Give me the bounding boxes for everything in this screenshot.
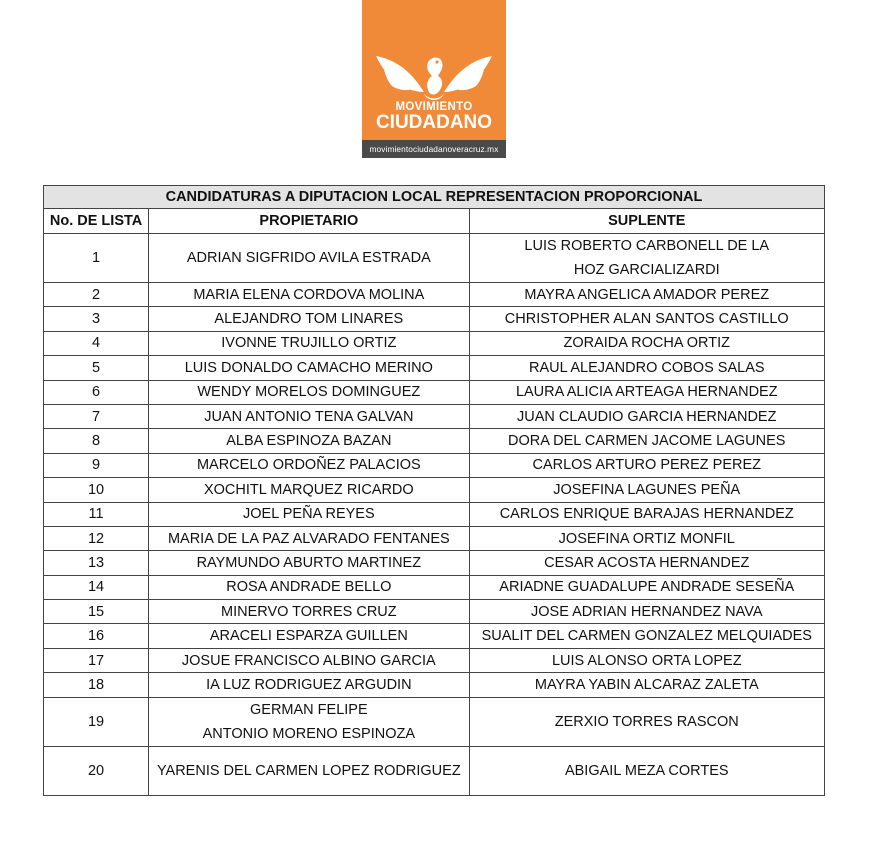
candidates-table: [43, 185, 825, 796]
cell-propietario: [149, 575, 469, 599]
table-row: [44, 600, 825, 624]
cell-no-lista: 11: [44, 502, 149, 526]
cell-propietario: [149, 697, 469, 746]
cell-no-lista: 12: [44, 526, 149, 550]
table-row: [44, 502, 825, 526]
cell-suplente: [469, 526, 824, 550]
table-row: [44, 526, 825, 550]
cell-propietario: [149, 234, 469, 283]
suplente-name-line: RAUL ALEJANDRO COBOS SALAS: [528, 359, 765, 376]
suplente-name-line: CARLOS ENRIQUE BARAJAS HERNANDEZ: [499, 506, 794, 523]
eagle-icon: [374, 48, 494, 106]
cell-no-lista: 8: [44, 429, 149, 453]
cell-no-lista: 6: [44, 380, 149, 404]
cell-suplente: [469, 746, 824, 795]
cell-suplente: [469, 331, 824, 355]
suplente-name-line: LAURA ALICIA ARTEAGA HERNANDEZ: [515, 384, 778, 401]
propietario-name-line: ROSA ANDRADE BELLO: [226, 579, 392, 596]
table-row: [44, 307, 825, 331]
cell-suplente: [469, 624, 824, 648]
cell-no-lista: 3: [44, 307, 149, 331]
cell-no-lista: 14: [44, 575, 149, 599]
suplente-name-line: SUALIT DEL CARMEN GONZALEZ MELQUIADES: [481, 628, 812, 645]
suplente-name-line: JOSEFINA ORTIZ MONFIL: [558, 530, 735, 547]
propietario-name-line: MARCELO ORDOÑEZ PALACIOS: [196, 457, 421, 474]
table-row: [44, 624, 825, 648]
propietario-name-line: JUAN ANTONIO TENA GALVAN: [204, 408, 414, 425]
cell-propietario: [149, 551, 469, 575]
table-row: [44, 575, 825, 599]
table-body: [44, 234, 825, 796]
propietario-name-line: WENDY MORELOS DOMINGUEZ: [197, 384, 421, 401]
cell-propietario: [149, 673, 469, 697]
table-row: [44, 356, 825, 380]
propietario-name-line: ADRIAN SIGFRIDO AVILA ESTRADA: [186, 250, 431, 266]
propietario-name-line: IVONNE TRUJILLO ORTIZ: [221, 335, 397, 352]
cell-suplente: [469, 404, 824, 428]
cell-no-lista: 17: [44, 648, 149, 672]
propietario-name-line: ALEJANDRO TOM LINARES: [214, 311, 404, 328]
cell-no-lista: 18: [44, 673, 149, 697]
cell-suplente: [469, 380, 824, 404]
table-row: [44, 697, 825, 746]
table-row: [44, 746, 825, 795]
cell-no-lista: 4: [44, 331, 149, 355]
cell-propietario: [149, 283, 469, 307]
propietario-name-line: MINERVO TORRES CRUZ: [221, 603, 397, 620]
cell-propietario: [149, 624, 469, 648]
suplente-name-line: ARIADNE GUADALUPE ANDRADE SESEÑA: [499, 579, 795, 596]
table-row: [44, 478, 825, 502]
cell-propietario: [149, 600, 469, 624]
propietario-name-line: RAYMUNDO ABURTO MARTINEZ: [196, 554, 422, 571]
cell-suplente: [469, 453, 824, 477]
suplente-name-line: HOZ GARCIALIZARDI: [573, 262, 720, 278]
cell-suplente: [469, 502, 824, 526]
cell-propietario: [149, 307, 469, 331]
table-title: CANDIDATURAS A DIPUTACION LOCAL REPRESENTACION PROPORCIONAL: [44, 186, 825, 209]
cell-no-lista: 13: [44, 551, 149, 575]
cell-propietario: [149, 502, 469, 526]
suplente-name-line: ZERXIO TORRES RASCON: [554, 713, 739, 730]
suplente-name-line: CARLOS ARTURO PEREZ PEREZ: [532, 457, 762, 474]
cell-suplente: [469, 697, 824, 746]
suplente-name-line: ZORAIDA ROCHA ORTIZ: [563, 335, 731, 352]
cell-no-lista: 10: [44, 478, 149, 502]
propietario-name-line: IA LUZ RODRIGUEZ ARGUDIN: [206, 676, 412, 693]
cell-suplente: [469, 478, 824, 502]
cell-propietario: [149, 356, 469, 380]
cell-no-lista: 1: [44, 234, 149, 283]
cell-no-lista: 2: [44, 283, 149, 307]
cell-propietario: [149, 478, 469, 502]
propietario-name-line: LUIS DONALDO CAMACHO MERINO: [184, 359, 433, 376]
propietario-name-line: JOEL PEÑA REYES: [243, 506, 375, 523]
table-row: [44, 404, 825, 428]
cell-suplente: [469, 356, 824, 380]
table-row: [44, 331, 825, 355]
cell-propietario: [149, 404, 469, 428]
logo-text-ciudadano: CIUDADANO: [375, 112, 493, 133]
cell-suplente: [469, 429, 824, 453]
suplente-name-line: LUIS ROBERTO CARBONELL DE LA: [524, 238, 770, 254]
propietario-name-line: XOCHITL MARQUEZ RICARDO: [203, 481, 414, 498]
suplente-name-line: JOSEFINA LAGUNES PEÑA: [553, 481, 741, 498]
table-row: [44, 234, 825, 283]
suplente-name-line: JOSE ADRIAN HERNANDEZ NAVA: [531, 603, 763, 620]
cell-propietario: [149, 380, 469, 404]
header-suplente: SUPLENTE: [469, 209, 824, 234]
cell-suplente: [469, 575, 824, 599]
suplente-name-line: JUAN CLAUDIO GARCIA HERNANDEZ: [517, 408, 777, 425]
cell-no-lista: 15: [44, 600, 149, 624]
cell-suplente: [469, 600, 824, 624]
party-logo: [362, 0, 506, 158]
cell-propietario: [149, 429, 469, 453]
cell-no-lista: 16: [44, 624, 149, 648]
table-row: [44, 673, 825, 697]
propietario-name-line: ALBA ESPINOZA BAZAN: [226, 433, 392, 450]
cell-no-lista: 19: [44, 697, 149, 746]
cell-suplente: [469, 307, 824, 331]
suplente-name-line: LUIS ALONSO ORTA LOPEZ: [551, 652, 742, 669]
propietario-name-line: ANTONIO MORENO ESPINOZA: [202, 725, 416, 742]
header-propietario: PROPIETARIO: [149, 209, 469, 234]
cell-propietario: [149, 648, 469, 672]
table-row: [44, 283, 825, 307]
header-no-lista: No. DE LISTA: [44, 209, 149, 234]
cell-suplente: [469, 551, 824, 575]
cell-no-lista: 9: [44, 453, 149, 477]
propietario-name-line: MARIA ELENA CORDOVA MOLINA: [193, 286, 425, 303]
cell-suplente: [469, 648, 824, 672]
table-row: [44, 648, 825, 672]
table-row: [44, 429, 825, 453]
cell-no-lista: 5: [44, 356, 149, 380]
cell-no-lista: 7: [44, 404, 149, 428]
cell-suplente: [469, 673, 824, 697]
cell-propietario: [149, 453, 469, 477]
suplente-name-line: MAYRA YABIN ALCARAZ ZALETA: [534, 676, 759, 693]
propietario-name-line: JOSUE FRANCISCO ALBINO GARCIA: [181, 652, 436, 669]
suplente-name-line: CESAR ACOSTA HERNANDEZ: [544, 554, 750, 571]
logo-url: movimientociudadanoveracruz.mx: [362, 140, 506, 158]
propietario-name-line: MARIA DE LA PAZ ALVARADO FENTANES: [167, 530, 450, 547]
suplente-name-line: CHRISTOPHER ALAN SANTOS CASTILLO: [504, 311, 789, 328]
table-row: [44, 380, 825, 404]
propietario-name-line: GERMAN FELIPE: [250, 701, 368, 718]
cell-suplente: [469, 283, 824, 307]
cell-no-lista: 20: [44, 746, 149, 795]
suplente-name-line: DORA DEL CARMEN JACOME LAGUNES: [508, 433, 786, 450]
cell-propietario: [149, 331, 469, 355]
suplente-name-line: ABIGAIL MEZA CORTES: [564, 762, 729, 779]
propietario-name-line: ARACELI ESPARZA GUILLEN: [209, 628, 408, 645]
logo-text-movimiento: MOVIMIENTO: [395, 101, 473, 113]
cell-propietario: [149, 526, 469, 550]
cell-suplente: [469, 234, 824, 283]
suplente-name-line: MAYRA ANGELICA AMADOR PEREZ: [524, 286, 770, 303]
table-row: [44, 551, 825, 575]
propietario-name-line: YARENIS DEL CARMEN LOPEZ RODRIGUEZ: [156, 762, 461, 779]
cell-propietario: [149, 746, 469, 795]
table-row: [44, 453, 825, 477]
